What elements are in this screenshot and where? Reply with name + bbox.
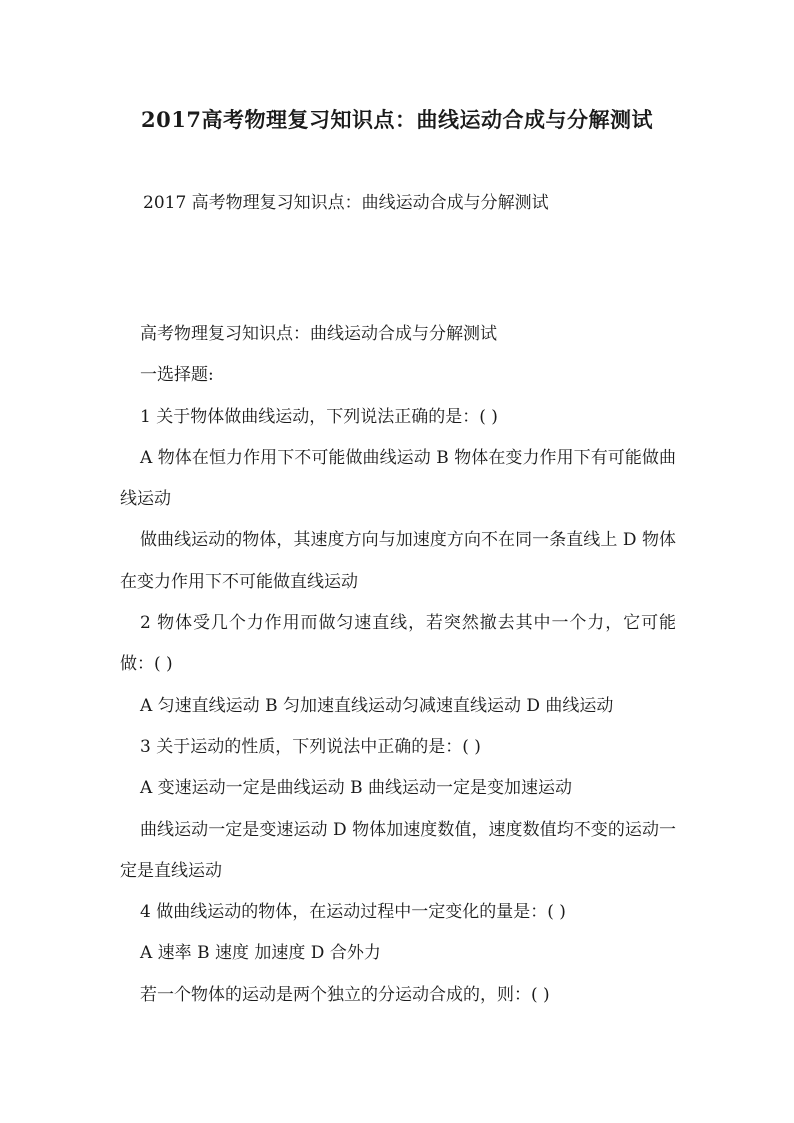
document-subtitle: 2017 高考物理复习知识点：曲线运动合成与分解测试 bbox=[143, 193, 549, 213]
document-title: 2017高考物理复习知识点：曲线运动合成与分解测试 bbox=[141, 107, 653, 132]
paragraph: 1 关于物体做曲线运动，下列说法正确的是：( ) bbox=[140, 406, 498, 427]
paragraph: 4 做曲线运动的物体，在运动过程中一定变化的量是：( ) bbox=[140, 902, 566, 923]
paragraph: A 匀速直线运动 B 匀加速直线运动匀减速直线运动 D 曲线运动 bbox=[140, 695, 614, 716]
paragraph: A 速率 B 速度 加速度 D 合外力 bbox=[140, 943, 381, 964]
paragraph: 曲线运动一定是变速运动 D 物体加速度数值，速度数值均不变的运动一定是直线运动 bbox=[120, 819, 676, 881]
paragraph: 若一个物体的运动是两个独立的分运动合成的，则：( ) bbox=[140, 984, 550, 1005]
paragraph: 做曲线运动的物体，其速度方向与加速度方向不在同一条直线上 D 物体在变力作用下不可能做直线运动 bbox=[120, 530, 676, 592]
document-body bbox=[120, 314, 676, 1016]
paragraph: A 物体在恒力作用下不可能做曲线运动 B 物体在变力作用下有可能做曲线运动 bbox=[120, 447, 676, 510]
paragraph: A 变速运动一定是曲线运动 B 曲线运动一定是变加速运动 bbox=[140, 778, 572, 799]
paragraph: 2 物体受几个力作用而做匀速直线，若突然撤去其中一个力，它可能做：( ) bbox=[120, 613, 676, 675]
paragraph: 3 关于运动的性质，下列说法中正确的是：( ) bbox=[140, 736, 481, 757]
paragraph: 高考物理复习知识点：曲线运动合成与分解测试 bbox=[140, 324, 497, 344]
paragraph: 一选择题: bbox=[140, 365, 214, 386]
